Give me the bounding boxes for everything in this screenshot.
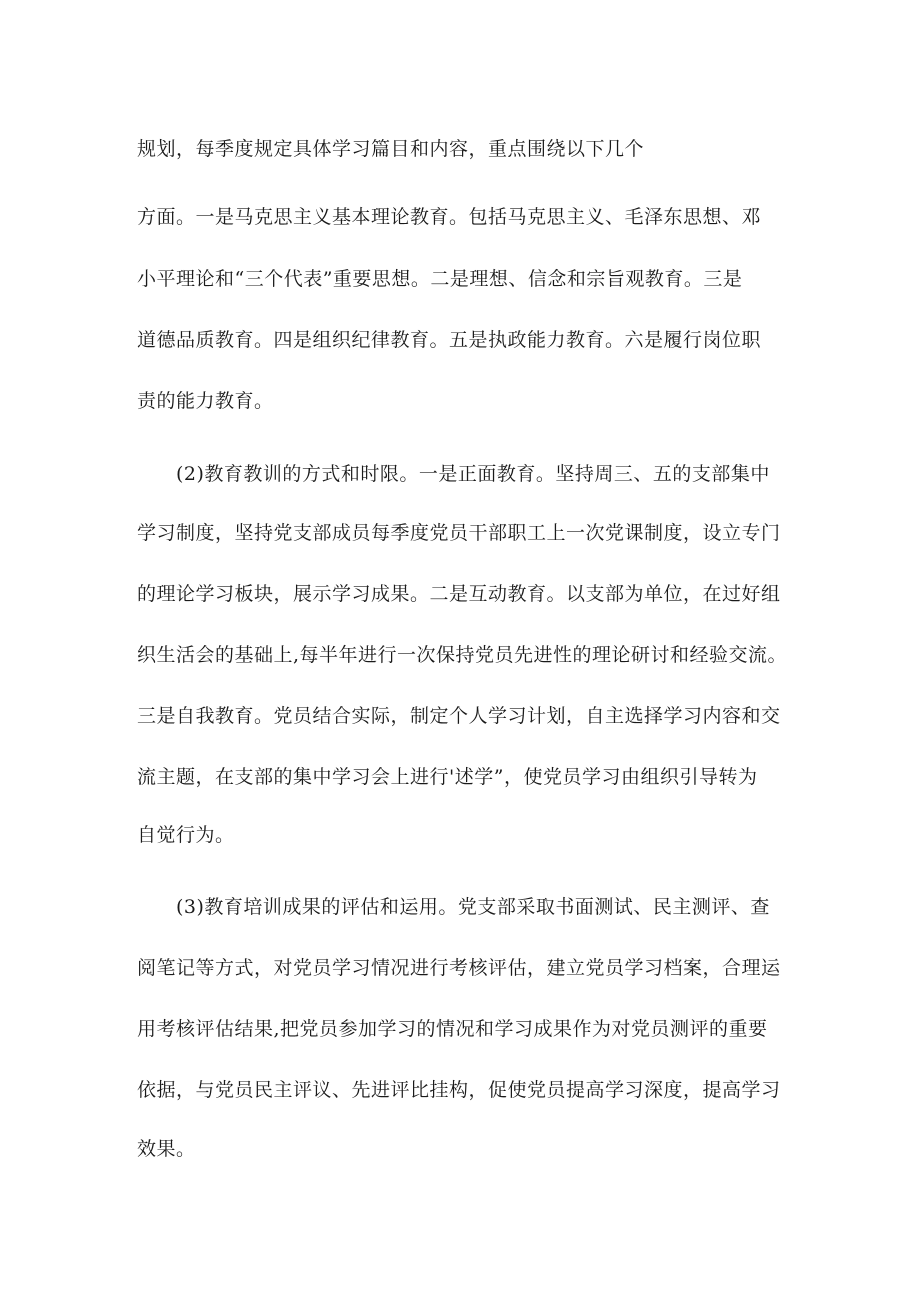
text-line: 责的能力教育。 [137,390,274,412]
text-line: 学习制度，坚持党支部成员每季度党员干部职工上一次党课制度，设立专门 [137,522,781,544]
text-line: 道德品质教育。四是组织纪律教育。五是执政能力教育。六是履行岗位职 [137,329,762,351]
paragraph-2-first-line: (2)教育教训的方式和时限。一是正面教育。坚持周三、五的支部集中 [176,463,770,485]
text-line: 方面。一是马克思主义基本理论教育。包括马克思主义、毛泽东思想、邓 [137,206,762,228]
text-line: 用考核评估结果,把党员参加学习的情况和学习成果作为对党员测评的重要 [137,1018,768,1040]
text-line: 效果。 [137,1138,196,1160]
text-line: 阅笔记等方式，对党员学习情况进行考核评估，建立党员学习档案，合理运 [137,957,781,979]
text-line: 三是自我教育。党员结合实际，制定个人学习计划，自主选择学习内容和交 [137,705,781,727]
text-line: 流主题，在支部的集中学习会上进行'述学”，使党员学习由组织引导转为 [137,766,758,788]
text-line: 的理论学习板块，展示学习成果。二是互动教育。以支部为单位，在过好组 [137,583,781,605]
paragraph-3-first-line: (3)教育培训成果的评估和运用。党支部采取书面测试、民主测评、查 [176,896,770,918]
text-line: 自觉行为。 [137,824,235,846]
text-line: 规划，每季度规定具体学习篇目和内容，重点围绕以下几个 [137,138,645,160]
text-line: 小平理论和“三个代表”重要思想。二是理想、信念和宗旨观教育。三是 [137,268,743,290]
text-line: 依据，与党员民主评议、先进评比挂构，促使党员提高学习深度，提高学习 [137,1079,781,1101]
text-line: 织生活会的基础上,每半年进行一次保持党员先进性的理论研讨和经验交流。 [137,644,788,666]
